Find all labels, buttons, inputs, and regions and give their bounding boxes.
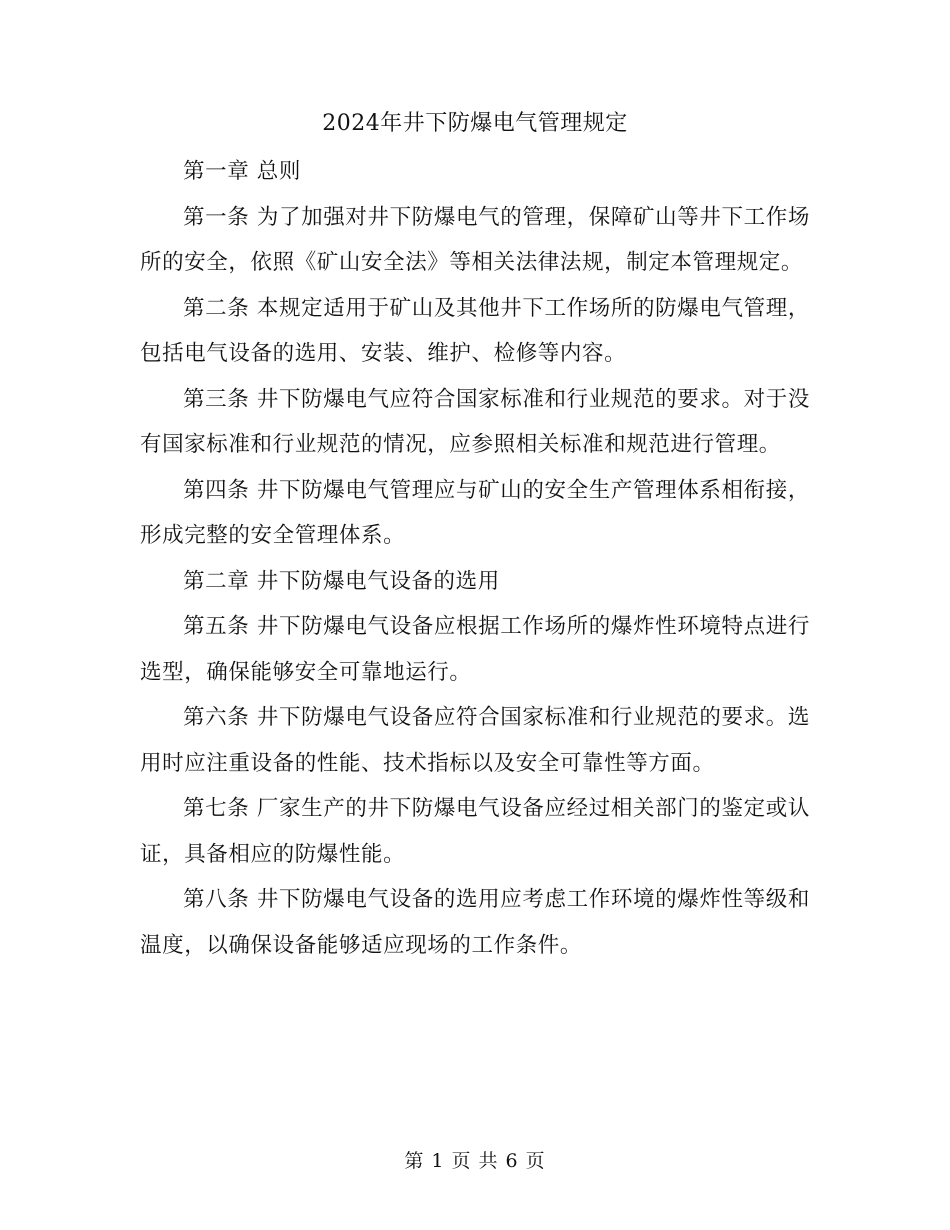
- article-paragraph: 第八条 井下防爆电气设备的选用应考虑工作环境的爆炸性等级和温度，以确保设备能够适应现场的工作条件。: [140, 887, 810, 958]
- chapter-heading: 第二章 井下防爆电气设备的选用: [183, 568, 500, 594]
- article-paragraph: 第四条 井下防爆电气管理应与矿山的安全生产管理体系相衔接，形成完整的安全管理体系。: [140, 477, 810, 548]
- article-paragraph: 第七条 厂家生产的井下防爆电气设备应经过相关部门的鉴定或认证，具备相应的防爆性能。: [140, 796, 810, 867]
- article-paragraph: 第三条 井下防爆电气应符合国家标准和行业规范的要求。对于没有国家标准和行业规范的情况，应参照相关标准和规范进行管理。: [140, 386, 810, 457]
- article-paragraph: 第五条 井下防爆电气设备应根据工作场所的爆炸性环境特点进行选型，确保能够安全可靠地运行。: [140, 614, 810, 685]
- document-body: [140, 149, 810, 968]
- document-title: 2024年井下防爆电气管理规定: [322, 111, 628, 136]
- page-footer: 第 1 页 共 6 页: [404, 1150, 546, 1172]
- article-paragraph: 第六条 井下防爆电气设备应符合国家标准和行业规范的要求。选用时应注重设备的性能、技术指标以及安全可靠性等方面。: [140, 705, 810, 776]
- article-paragraph: 第二条 本规定适用于矿山及其他井下工作场所的防爆电气管理，包括电气设备的选用、安装、维护、检修等内容。: [140, 295, 810, 366]
- chapter-heading: 第一章 总则: [183, 159, 301, 184]
- article-paragraph: 第一条 为了加强对井下防爆电气的管理，保障矿山等井下工作场所的安全，依照《矿山安全法》等相关法律法规，制定本管理规定。: [140, 204, 810, 275]
